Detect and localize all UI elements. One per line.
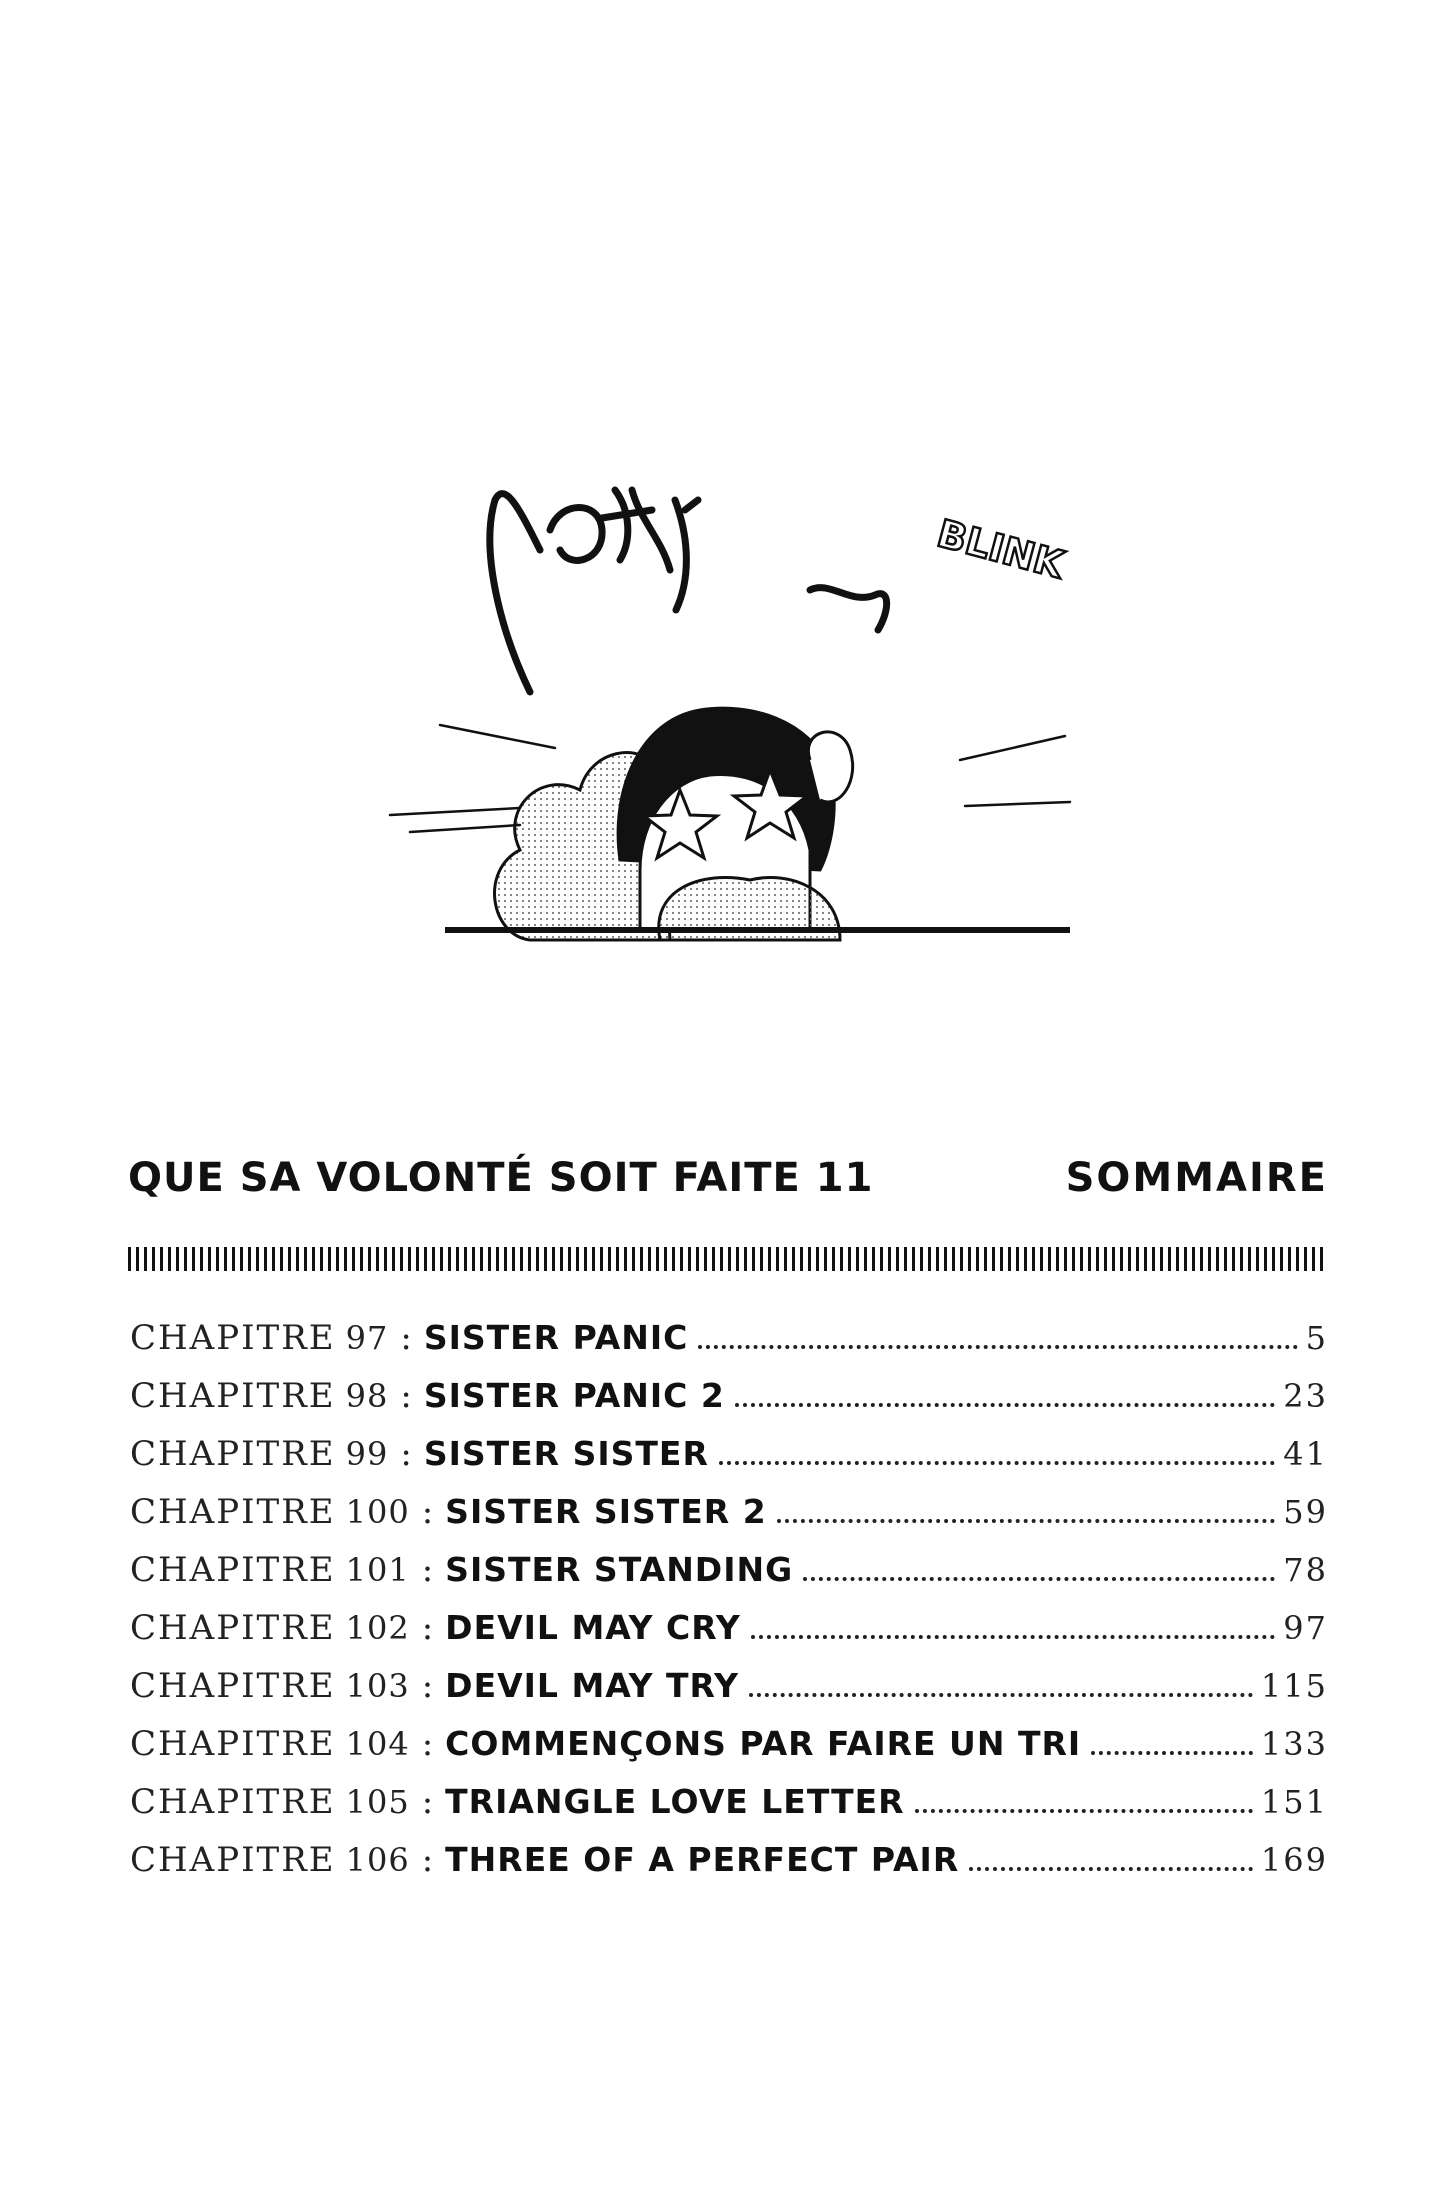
chapter-word: CHAPITRE xyxy=(130,1840,336,1880)
chapter-word: CHAPITRE xyxy=(130,1724,336,1764)
chapter-separator: : xyxy=(421,1724,434,1764)
dot-leader xyxy=(803,1576,1275,1581)
toc-row[interactable] xyxy=(130,1782,1328,1840)
section-title: SOMMAIRE xyxy=(1065,1155,1328,1201)
page-number: 23 xyxy=(1283,1377,1328,1415)
chapter-number: 105 xyxy=(345,1783,410,1821)
page-number: 41 xyxy=(1283,1435,1328,1473)
dot-leader xyxy=(719,1460,1275,1465)
chapter-separator: : xyxy=(421,1840,434,1880)
chapter-word: CHAPITRE xyxy=(130,1376,336,1416)
chapter-word: CHAPITRE xyxy=(130,1782,336,1822)
toc-row[interactable] xyxy=(130,1608,1328,1666)
chapter-separator: : xyxy=(421,1550,434,1590)
toc-row[interactable] xyxy=(130,1550,1328,1608)
page-number: 169 xyxy=(1260,1841,1328,1879)
chapter-word: CHAPITRE xyxy=(130,1666,336,1706)
chapter-number: 97 xyxy=(345,1319,389,1357)
chapter-title: SISTER STANDING xyxy=(445,1550,794,1589)
dot-leader xyxy=(751,1634,1276,1639)
chapter-number: 98 xyxy=(345,1377,389,1415)
page-number: 59 xyxy=(1283,1493,1328,1531)
toc-row[interactable] xyxy=(130,1840,1328,1898)
chapter-separator: : xyxy=(400,1318,412,1358)
chapter-number: 103 xyxy=(345,1667,410,1705)
header-divider xyxy=(128,1247,1328,1271)
chapter-title: SISTER SISTER xyxy=(423,1434,709,1473)
chapter-word: CHAPITRE xyxy=(130,1434,336,1474)
dot-leader xyxy=(969,1866,1253,1871)
chapter-separator: : xyxy=(421,1608,434,1648)
chapter-title: SISTER PANIC 2 xyxy=(423,1376,725,1415)
chapter-separator: : xyxy=(421,1782,434,1822)
toc-row[interactable] xyxy=(130,1318,1328,1376)
chapter-word: CHAPITRE xyxy=(130,1608,336,1648)
chapter-number: 104 xyxy=(345,1725,410,1763)
dot-leader xyxy=(1091,1750,1253,1755)
chapter-title: DEVIL MAY TRY xyxy=(445,1666,740,1705)
page-number: 133 xyxy=(1260,1725,1328,1763)
chapter-number: 100 xyxy=(345,1493,410,1531)
toc-row[interactable] xyxy=(130,1724,1328,1782)
toc-row[interactable] xyxy=(130,1434,1328,1492)
dot-leader xyxy=(749,1692,1253,1697)
chapter-title: COMMENÇONS PAR FAIRE UN TRI xyxy=(445,1724,1082,1763)
chapter-title: SISTER PANIC xyxy=(423,1318,689,1357)
chapter-separator: : xyxy=(400,1434,412,1474)
chapter-number: 102 xyxy=(345,1609,410,1647)
toc-row[interactable] xyxy=(130,1666,1328,1724)
dot-leader xyxy=(735,1402,1275,1407)
chapter-separator: : xyxy=(400,1376,412,1416)
chapter-title: SISTER SISTER 2 xyxy=(445,1492,767,1531)
chapter-word: CHAPITRE xyxy=(130,1492,336,1532)
dot-leader xyxy=(915,1808,1253,1813)
page-number: 151 xyxy=(1260,1783,1328,1821)
chapter-title: TRIANGLE LOVE LETTER xyxy=(445,1782,905,1821)
chapter-separator: : xyxy=(421,1492,434,1532)
table-of-contents xyxy=(130,1318,1328,1898)
page-number: 78 xyxy=(1283,1551,1328,1589)
chapter-number: 99 xyxy=(345,1435,389,1473)
chapter-number: 106 xyxy=(345,1841,410,1879)
sfx-blink-text: BLINK xyxy=(932,511,1069,587)
page-number: 97 xyxy=(1283,1609,1328,1647)
page-number: 5 xyxy=(1305,1319,1328,1357)
chibi-character-illustration xyxy=(370,430,1090,950)
chapter-separator: : xyxy=(421,1666,434,1706)
chapter-title: THREE OF A PERFECT PAIR xyxy=(445,1840,960,1879)
chapter-number: 101 xyxy=(345,1551,410,1589)
dot-leader xyxy=(698,1344,1297,1349)
dot-leader xyxy=(777,1518,1276,1523)
toc-header xyxy=(128,1155,1328,1215)
book-title: QUE SA VOLONTÉ SOIT FAITE 11 xyxy=(128,1155,874,1201)
chapter-title: DEVIL MAY CRY xyxy=(445,1608,741,1647)
page-number: 115 xyxy=(1260,1667,1328,1705)
sfx-kana-drawing xyxy=(490,490,887,692)
toc-row[interactable] xyxy=(130,1492,1328,1550)
chapter-word: CHAPITRE xyxy=(130,1550,336,1590)
chapter-word: CHAPITRE xyxy=(130,1318,336,1358)
toc-row[interactable] xyxy=(130,1376,1328,1434)
